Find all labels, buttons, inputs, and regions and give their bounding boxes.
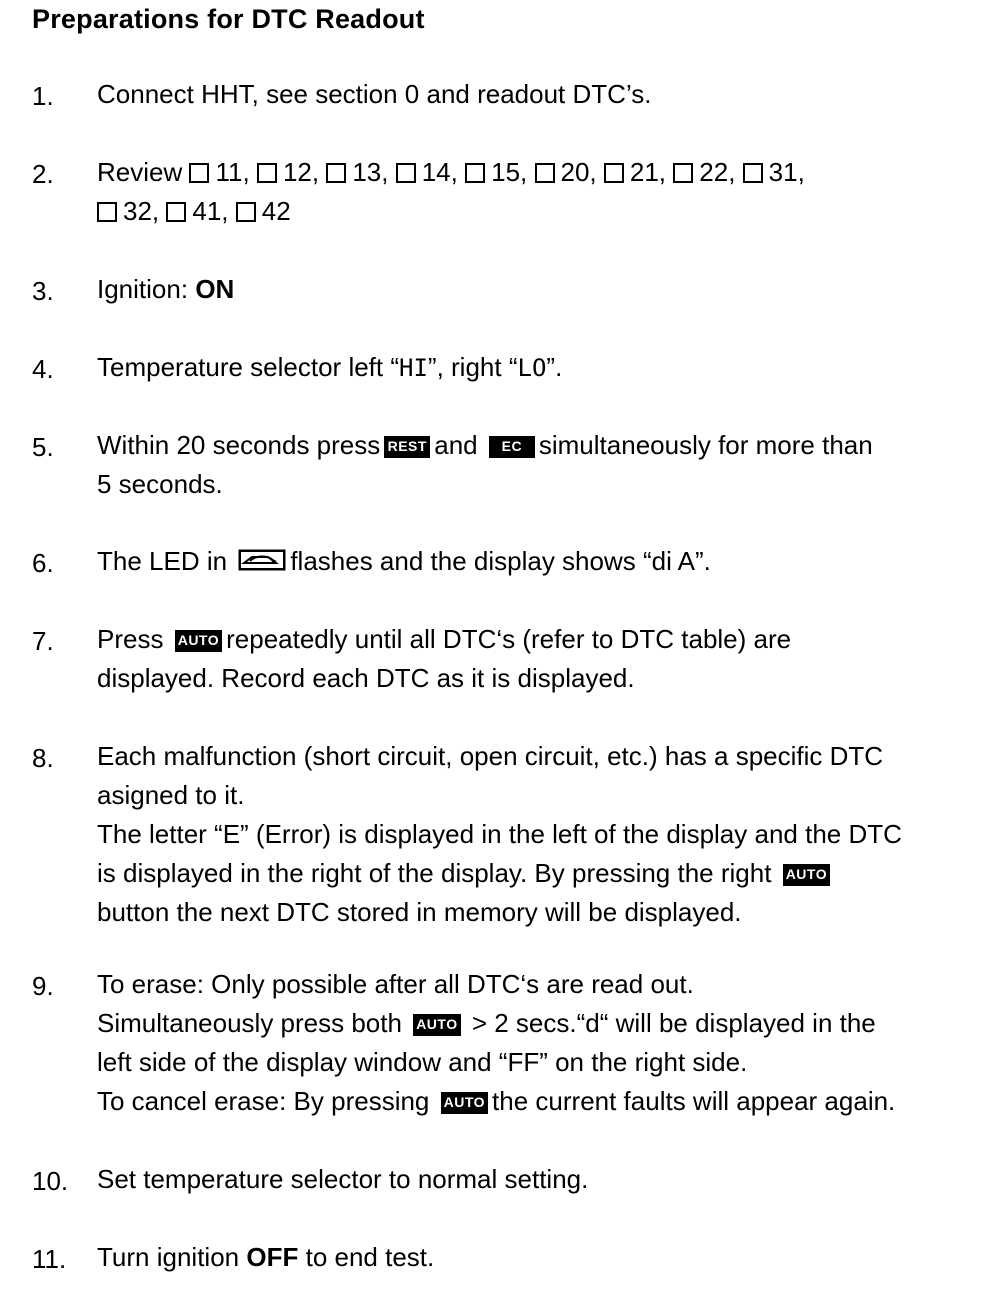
step-text: displayed. Record each DTC as it is displayed. xyxy=(97,663,635,693)
checkbox-icon xyxy=(189,163,209,183)
step-text: button the next DTC stored in memory will be displayed. xyxy=(97,897,742,927)
step-number: 3. xyxy=(32,276,54,306)
step-text: Connect HHT, see section 0 and readout DTC’s. xyxy=(97,79,652,109)
auto-key-icon: AUTO xyxy=(413,1014,460,1036)
step-text: left side of the display window and “FF” on the right side. xyxy=(97,1047,748,1077)
step-text: The LED in xyxy=(97,546,228,576)
step-text: repeatedly until all DTC‘s (refer to DTC table) are xyxy=(226,624,792,654)
review-codes-line-2 xyxy=(97,192,977,231)
checkbox-icon xyxy=(326,163,346,183)
checkbox-icon xyxy=(97,202,117,222)
dtc-code: 21, xyxy=(629,157,667,187)
checkbox-icon xyxy=(465,163,485,183)
review-codes-line-1 xyxy=(97,153,977,192)
dtc-code: 14, xyxy=(421,157,458,187)
step-text: > 2 secs.“d“ will be displayed in the xyxy=(471,1008,876,1038)
step-text: Temperature selector left “ xyxy=(97,352,400,382)
dtc-code: 20, xyxy=(560,157,597,187)
step-text: 5 seconds. xyxy=(97,469,223,499)
dtc-code: 32, xyxy=(123,196,160,226)
step-number: 2. xyxy=(32,159,54,189)
step-text: is displayed in the right of the display. By pressing the right xyxy=(97,858,772,888)
dtc-code: 12, xyxy=(282,157,320,187)
auto-key-icon: AUTO xyxy=(441,1092,488,1114)
dtc-code: 31, xyxy=(768,157,805,187)
page-title: Preparations for DTC Readout xyxy=(32,4,425,34)
ignition-state: ON xyxy=(195,274,235,304)
auto-key-icon: AUTO xyxy=(783,864,830,886)
checkbox-icon xyxy=(535,163,555,183)
step-number: 11. xyxy=(32,1244,67,1274)
step-text: simultaneously for more than xyxy=(538,430,873,460)
step-number: 8. xyxy=(32,743,54,773)
ignition-state: OFF xyxy=(246,1242,299,1272)
checkbox-icon xyxy=(673,163,693,183)
step-text: Press xyxy=(97,624,164,654)
step-text: asigned to it. xyxy=(97,780,245,810)
step-text: ”, right “ xyxy=(427,352,518,382)
checkbox-icon xyxy=(257,163,277,183)
checkbox-icon xyxy=(236,202,256,222)
recirculation-led-icon xyxy=(238,549,286,571)
step-text: Each malfunction (short circuit, open circuit, etc.) has a specific DTC xyxy=(97,741,884,771)
step-number: 6. xyxy=(32,548,54,578)
dtc-code: 22, xyxy=(699,157,736,187)
step-number: 9. xyxy=(32,971,54,1001)
checkbox-icon xyxy=(743,163,763,183)
display-hi: HI xyxy=(399,354,428,382)
checkbox-icon xyxy=(166,202,186,222)
dtc-code: 13, xyxy=(352,157,389,187)
step-text: Turn ignition xyxy=(97,1242,240,1272)
display-lo: LO xyxy=(517,354,547,382)
dtc-code: 11, xyxy=(215,157,250,187)
step-text: Within 20 seconds press xyxy=(97,430,381,460)
step-number: 5. xyxy=(32,432,54,462)
dtc-code: 15, xyxy=(491,157,528,187)
step-text: Ignition: xyxy=(97,274,189,304)
auto-key-icon: AUTO xyxy=(175,630,222,652)
rest-key-icon: REST xyxy=(384,436,430,458)
step-text: the current faults will appear again. xyxy=(492,1086,896,1116)
dtc-code: 42 xyxy=(261,196,291,226)
checkbox-icon xyxy=(604,163,624,183)
step-text: The letter “E” (Error) is displayed in the left of the display and the DTC xyxy=(97,819,902,849)
step-text: to end test. xyxy=(305,1242,435,1272)
step-text: Set temperature selector to normal setting. xyxy=(97,1164,589,1194)
step-text: ”. xyxy=(546,352,563,382)
dtc-code: 41, xyxy=(192,196,229,226)
step-number: 4. xyxy=(32,354,54,384)
step-text: To erase: Only possible after all DTC‘s are read out. xyxy=(97,969,694,999)
step-text: To cancel erase: By pressing xyxy=(97,1086,430,1116)
step-number: 1. xyxy=(32,81,54,111)
step-number: 7. xyxy=(32,626,54,656)
review-label: Review xyxy=(97,157,183,187)
step-text: flashes and the display shows “di A”. xyxy=(290,546,711,576)
step-text: and xyxy=(434,430,478,460)
checkbox-icon xyxy=(396,163,416,183)
ec-key-icon: EC xyxy=(489,436,535,458)
step-text: Simultaneously press both xyxy=(97,1008,402,1038)
step-number: 10. xyxy=(32,1166,69,1196)
